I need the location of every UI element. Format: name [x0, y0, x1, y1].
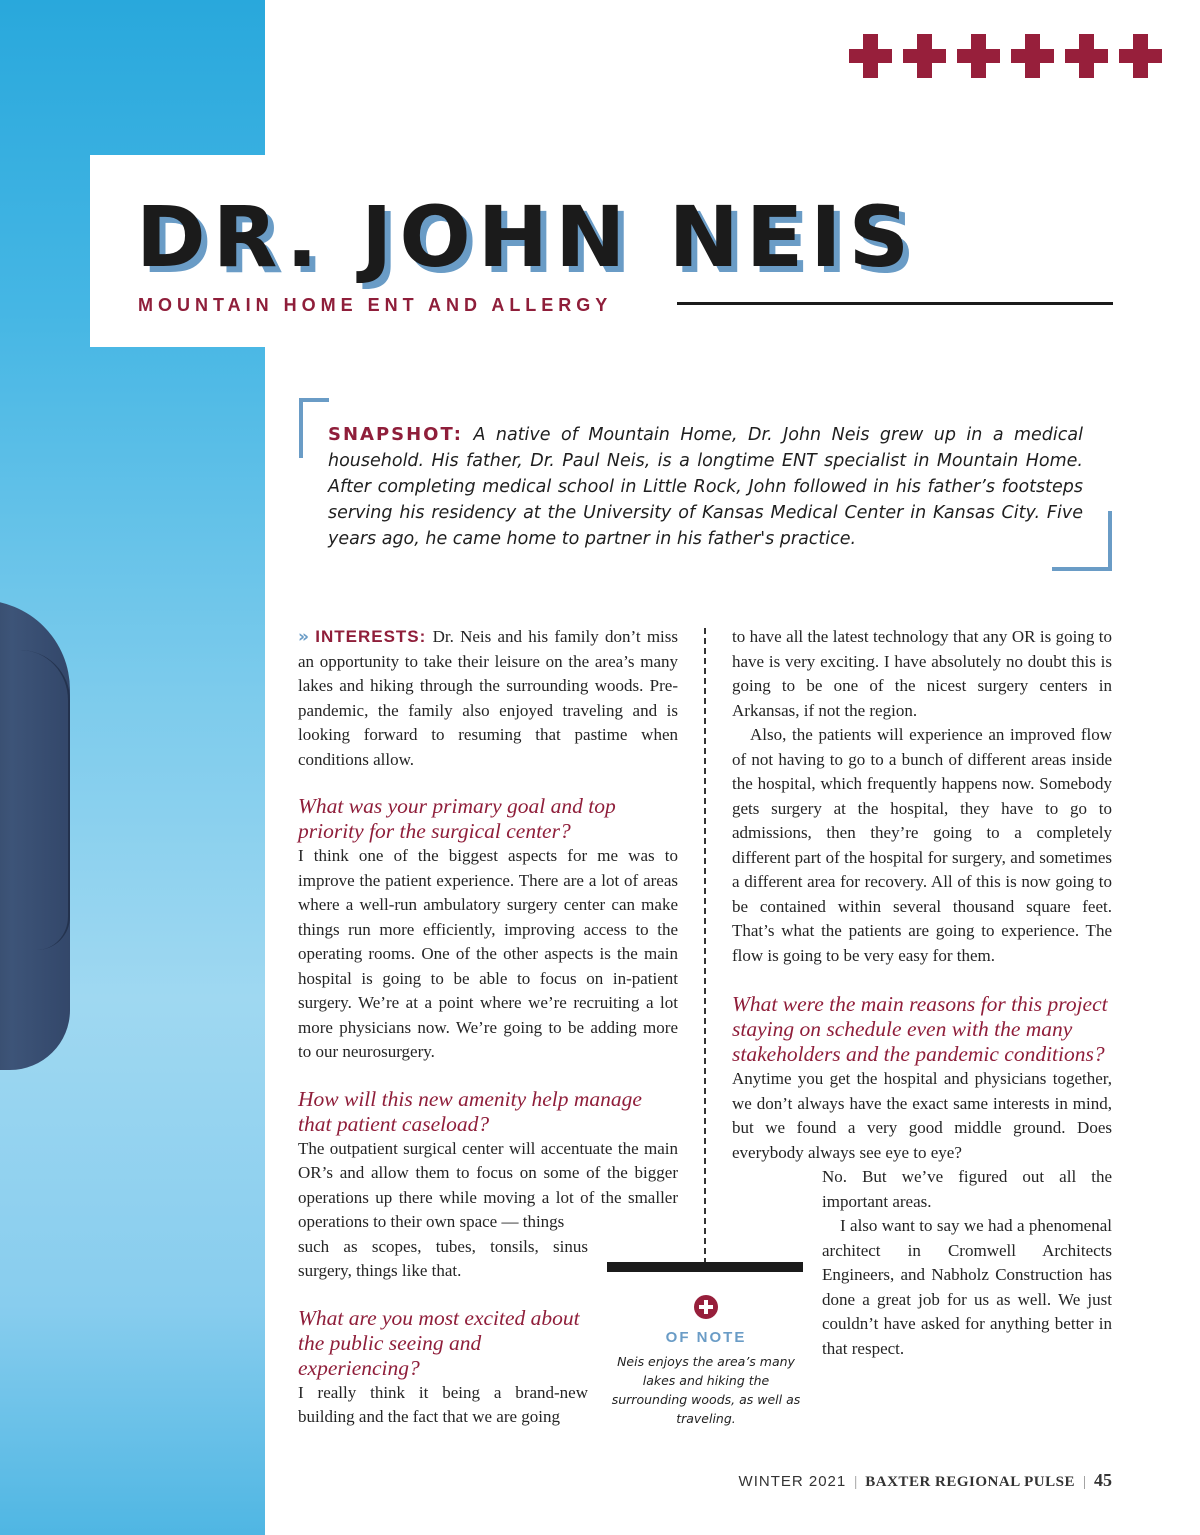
of-note-plus-icon: [694, 1295, 718, 1319]
snapshot-body: A native of Mountain Home, Dr. John Neis grew up in a medical household. His father, Dr. Paul Neis, is a longtime ENT specialist in Mountain Home. After completing medical school in Little Rock, John followed in his father’s footsteps serving his residency at the University of Kansas Medical Center in Kansas City. Five years ago, he came home to partner in his father's practice.: [328, 425, 1083, 549]
snapshot-text: [328, 422, 1083, 552]
question-4: What were the main reasons for this project staying on schedule even with the many stakeholders and the pandemic conditions?: [732, 992, 1108, 1066]
subtitle-rule: [677, 302, 1113, 305]
of-note-box: [606, 1295, 806, 1428]
answer-3c: Also, the patients will experience an improved flow of not having to go to a bunch of different areas inside the hospital, which frequently happens now. Somebody gets surgery at the hospital, they have to go to admissions, then they’re going to a completely different part of the hospital for surgery, and sometimes a different area for recovery. All of this is now going to be contained within several thousand square feet. That’s what the patients are going to experience. The flow is going to be very easy for them.: [732, 725, 1112, 965]
footer-season: WINTER 2021: [738, 1473, 847, 1490]
answer-4b: No. But we’ve figured out all the important areas.: [822, 1167, 1112, 1211]
of-note-text: Neis enjoys the area’s many lakes and hiking the surrounding woods, as well as traveling.: [611, 1354, 801, 1426]
question-3: What are you most excited about the public seeing and experiencing?: [298, 1305, 580, 1380]
plus-icon: [899, 34, 950, 78]
question-2: How will this new amenity help manage that patient caseload?: [298, 1086, 642, 1136]
answer-3a: I really think it being a brand-new building and the fact that we are going: [298, 1382, 588, 1426]
plus-icon: [953, 34, 1004, 78]
right-column: [732, 625, 1112, 1361]
photo-shirt-seam: [20, 650, 70, 950]
title-box: [90, 155, 1130, 347]
plus-icon: [1061, 34, 1112, 78]
answer-2b: such as scopes, tubes, tonsils, sinus surgery, things like that.: [298, 1236, 588, 1280]
footer-magazine: BAXTER REGIONAL PULSE: [865, 1474, 1075, 1490]
footer-separator: |: [854, 1474, 858, 1490]
chevron-right-icon: »: [298, 627, 309, 647]
interests-paragraph: [298, 625, 678, 772]
snapshot-bracket-top-left: [299, 398, 329, 458]
column-divider: [704, 628, 706, 1264]
answer-4a: Anytime you get the hospital and physicians together, we don’t always have the exact same interests in mind, but we found a very good middle ground. Does everybody always see eye to eye?: [732, 1069, 1112, 1162]
plus-icon: [845, 34, 896, 78]
footer-separator: |: [1082, 1474, 1086, 1490]
page-title: DR. JOHN NEIS: [136, 188, 917, 286]
interests-label: INTERESTS:: [315, 627, 427, 646]
interests-body: Dr. Neis and his family don’t miss an opportunity to take their leisure on the area’s many lakes and hiking through the surrounding woods. Pre-pandemic, the family also enjoyed traveling and is looking forward to resuming that pastime when conditions allow.: [298, 627, 679, 769]
answer-2a: The outpatient surgical center will accentuate the main OR’s and allow them to focus on some of the bigger operations up there while moving a lot of the smaller operations to their own space — things: [298, 1138, 678, 1231]
page-footer: [739, 1470, 1112, 1491]
answer-4c: I also want to say we had a phenomenal architect in Cromwell Architects Engineers, and Nabholz Construction has done a great job for us as well. We just couldn’t have asked for anything better in that respect.: [822, 1216, 1112, 1358]
answer-3b: to have all the latest technology that any OR is going to have is very exciting. I have absolutely no doubt this is going to be one of the nicest surgery centers in Arkansas, if not the region.: [732, 627, 1112, 720]
question-1: What was your primary goal and top priority for the surgical center?: [298, 794, 616, 843]
plus-icon-row: [845, 34, 1166, 78]
page-subtitle: MOUNTAIN HOME ENT AND ALLERGY: [138, 295, 613, 315]
of-note-title: OF NOTE: [665, 1329, 747, 1346]
plus-icon: [1007, 34, 1058, 78]
page-number: 45: [1094, 1470, 1112, 1490]
plus-icon: [1115, 34, 1166, 78]
answer-1: I think one of the biggest aspects for me was to improve the patient experience. There are a lot of areas where a well-run ambulatory surgery center can make things run more efficiently, improving access to the operating rooms. One of the other aspects is the main hospital is going to be able to focus on in-patient surgery. We’re at a point where we’re recruiting a lot more physicians now. We’re going to be adding more to our neurosurgery.: [298, 846, 678, 1061]
snapshot-label: SNAPSHOT:: [328, 424, 463, 445]
